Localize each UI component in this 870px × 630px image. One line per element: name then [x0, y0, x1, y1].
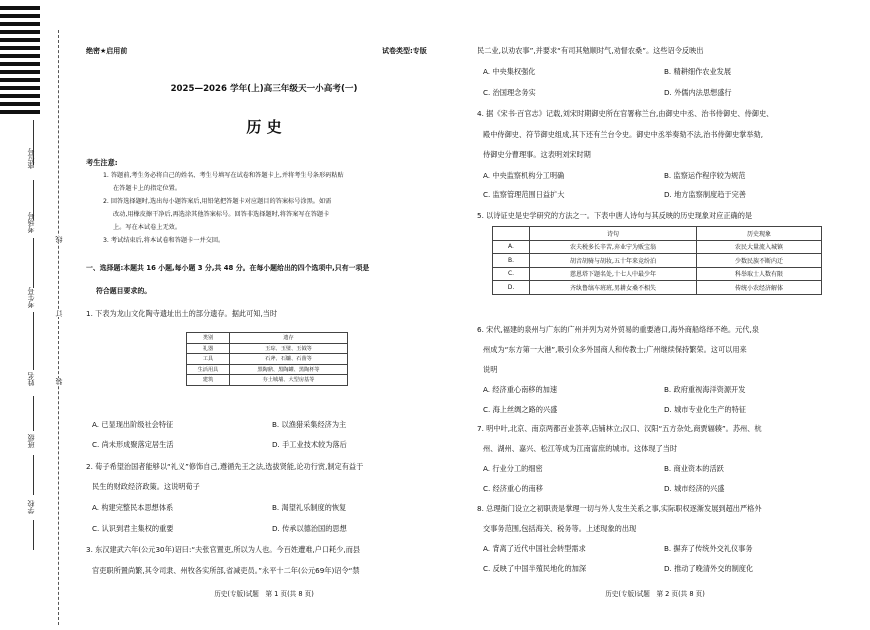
table-header-row — [493, 227, 822, 241]
page-footer-right: 历史(专版)试题 第 2 页(共 8 页) — [605, 590, 705, 598]
question-1: 1. 下表为龙山文化陶寺遗址出土的部分遗存。据此可知,当时 — [86, 309, 278, 318]
q2-option-d: D. 传承以德治国的思想 — [272, 524, 347, 533]
table-cell: 少数民族不断内迁 — [697, 254, 822, 268]
table-row — [493, 267, 822, 281]
seat-number-label: 座位号 — [27, 148, 35, 169]
question-6: 6. 宋代,福建的泉州与广东的广州并列为对外贸易的重要港口,海外商船络绎不绝。元代,泉 — [477, 325, 759, 334]
margin-stripe — [0, 78, 40, 82]
table-row — [493, 254, 822, 268]
paper-type: 试卷类型:专版 — [382, 47, 427, 55]
table-row — [187, 364, 348, 375]
q8-option-d: D. 推动了晚清外交的制度化 — [664, 564, 754, 573]
question-8-cont: 交事务范围,包括海关、税务等。上述现象的出现 — [483, 524, 637, 533]
table-cell: 建筑 — [187, 375, 230, 386]
q8-option-a: A. 背离了近代中国社会转型需求 — [483, 544, 586, 553]
q1-option-a: A. 已显现出阶级社会特征 — [92, 420, 174, 429]
exam-title: 2025—2026 学年(上)高三年级天一小高考(一) — [170, 84, 358, 94]
question-3: 3. 东汉建武六年(公元30年)诏曰:“夫张官置吏,所以为人也。今百姓遭难,户口耗少,而县 — [86, 545, 361, 554]
table-header-cell — [493, 227, 530, 241]
question-4-cont: 侍御史分曹理事。这表明刘宋时期 — [483, 150, 591, 159]
notice-line: 3. 考试结束后,将本试卷和答题卡一并交回。 — [103, 237, 225, 244]
field-underline — [33, 396, 34, 431]
margin-stripe — [0, 94, 40, 98]
table-cell: 玉琮、玉璧、玉钺等 — [230, 343, 348, 354]
q6-option-a: A. 经济重心南移的加速 — [483, 385, 558, 394]
question-3-cont2: 民二业,以劝农事”,并要求“有司其勉顺时气,劝督农桑”。这些诏令反映出 — [477, 46, 704, 55]
secret-mark: 绝密★启用前 — [86, 47, 128, 55]
field-underline — [33, 520, 34, 550]
q3-option-c: C. 治国理念务实 — [483, 88, 536, 97]
q4-option-d: D. 地方监察制度趋于完善 — [664, 190, 746, 199]
binding-word-line: 线 — [55, 236, 63, 243]
table-cell: 齐纨鲁缟车班班,男耕女桑不相失 — [530, 281, 697, 295]
q4-option-b: B. 监察运作程序较为规范 — [664, 171, 746, 180]
q1-option-c: C. 尚未形成聚落定居生活 — [92, 440, 174, 449]
binding-dashed-line — [58, 30, 59, 625]
question-2: 2. 荀子希望治国者能够以“礼义”修饰自己,遵循先王之法,选拔贤能,论功行赏,制定有益于 — [86, 462, 364, 471]
question-4-cont: 殿中侍御史、符节御史组成,其下还有兰台令史。御史中丞举奏劾不法,治书侍御史掌举劾, — [483, 130, 763, 139]
table-cell: 胡音胡骑与胡妆,五十年来竞纷泊 — [530, 254, 697, 268]
question-4: 4. 据《宋书·百官志》记载,刘宋时期御史所在官署称兰台,由御史中丞、治书侍御史、侍御史、 — [477, 109, 774, 118]
question-6-cont: 说明 — [483, 365, 498, 374]
question-5: 5. 以诗证史是史学研究的方法之一。下表中唐人诗句与其反映的历史现象对应正确的是 — [477, 211, 753, 220]
question-8: 8. 总理衙门设立之初职责是掌理一切与外人发生关系之事,实际职权逐渐发展到超出严格外 — [477, 504, 762, 513]
section-heading-cont: 符合题目要求的。 — [96, 287, 152, 295]
table-cell: 农民大量流入城镇 — [697, 240, 822, 254]
table-cell: 夯土城墙、大型房基等 — [230, 375, 348, 386]
table-header-cell: 遗存 — [230, 333, 348, 344]
table-header-cell: 诗句 — [530, 227, 697, 241]
margin-stripe — [0, 86, 40, 90]
class-label: 班级 — [27, 434, 35, 448]
question-2-cont: 民生的财政经济政策。这说明荀子 — [92, 482, 200, 491]
field-underline — [33, 312, 34, 370]
table-row — [187, 343, 348, 354]
q6-option-d: D. 城市专业化生产的特征 — [664, 405, 746, 414]
q3-option-b: B. 精耕细作农业发展 — [664, 67, 732, 76]
field-underline — [33, 238, 34, 288]
margin-stripe — [0, 38, 40, 42]
table-1 — [186, 332, 348, 386]
margin-stripe — [0, 22, 40, 26]
table-cell: 石斧、石镰、石凿等 — [230, 354, 348, 365]
table-header-cell: 类别 — [187, 333, 230, 344]
notice-line: 上。写在本试卷上无效。 — [113, 224, 182, 231]
table-cell: 农夫税多长辛苦,弃业宁为贩宝翁 — [530, 240, 697, 254]
margin-stripe — [0, 54, 40, 58]
q4-option-c: C. 监察管理范围日益扩大 — [483, 190, 565, 199]
margin-stripe — [0, 102, 40, 106]
table-cell: C. — [493, 267, 530, 281]
binding-word-bind: 装 — [55, 378, 63, 385]
question-7: 7. 明中叶,北京、南京两都百业荟萃,店铺林立;汉口、汉阳“五方杂处,商贾辐辏”。苏州、杭 — [477, 424, 762, 433]
table-cell: 礼器 — [187, 343, 230, 354]
question-6-cont: 州成为“东方第一大港”,吸引众多外国商人和传教士;广州继续保持繁荣。这可以用来 — [483, 345, 747, 354]
table-row — [493, 240, 822, 254]
subject-title: 历 史 — [246, 118, 282, 136]
notice-line: 2. 回答选择题时,选出每小题答案后,用铅笔把答题卡对应题目的答案标号涂黑。如需 — [103, 198, 332, 205]
table-cell: A. — [493, 240, 530, 254]
table-row — [187, 354, 348, 365]
margin-stripe — [0, 46, 40, 50]
q4-option-a: A. 中央监察机构分工明确 — [483, 171, 565, 180]
notice-line: 在答题卡上的指定位置。 — [113, 185, 182, 192]
table-cell: 慈恩塔下题名处,十七人中最少年 — [530, 267, 697, 281]
table-2 — [492, 226, 822, 295]
table-cell: 科举取士人数有限 — [697, 267, 822, 281]
margin-stripe — [0, 6, 40, 10]
table-cell: 生活用具 — [187, 364, 230, 375]
name-label: 姓名 — [27, 372, 35, 386]
q7-option-c: C. 经济重心的南移 — [483, 484, 543, 493]
q3-option-a: A. 中央集权强化 — [483, 67, 536, 76]
q1-option-b: B. 以渔猎采集经济为主 — [272, 420, 347, 429]
q8-option-b: B. 摒弃了传统外交礼仪事务 — [664, 544, 753, 553]
field-underline — [33, 455, 34, 495]
table-header-row — [187, 333, 348, 344]
question-3-cont: 官吏职所置尚繁,其令司隶、州牧各实所部,省减吏员。”永平十二年(公元69年)诏令“禁 — [92, 566, 360, 575]
margin-stripe — [0, 30, 40, 34]
q6-option-c: C. 海上丝绸之路的兴盛 — [483, 405, 558, 414]
q8-option-c: C. 反映了中国半殖民地化的加深 — [483, 564, 587, 573]
margin-stripe — [0, 110, 40, 114]
margin-stripe — [0, 62, 40, 66]
section-heading: 一、选择题:本题共 16 小题,每小题 3 分,共 48 分。在每小题给出的四个选项中,只有一项是 — [86, 264, 370, 272]
student-number-label: 考生号 — [27, 287, 35, 308]
binding-margin — [0, 0, 70, 630]
page-footer-left: 历史(专版)试题 第 1 页(共 8 页) — [214, 590, 314, 598]
binding-word-staple: 订 — [55, 310, 63, 317]
q7-option-a: A. 行业分工的细密 — [483, 464, 543, 473]
notice-line: 1. 答题前,考生务必将自己的姓名、考生号填写在试卷和答题卡上,并将考生号条形码粘贴 — [103, 172, 344, 179]
exam-room-label: 考场号 — [27, 212, 35, 233]
q1-option-d: D. 手工业技术较为落后 — [272, 440, 347, 449]
table-cell: 传统小农经济解体 — [697, 281, 822, 295]
table-cell: B. — [493, 254, 530, 268]
q2-option-c: C. 认识到君主集权的重要 — [92, 524, 174, 533]
q2-option-b: B. 渴望礼乐制度的恢复 — [272, 503, 347, 512]
question-7-cont: 州、湖州、嘉兴、松江等成为江南富庶的城市。这体现了当时 — [483, 444, 678, 453]
q6-option-b: B. 政府重视海洋资源开发 — [664, 385, 746, 394]
q2-option-a: A. 构建完整民本思想体系 — [92, 503, 174, 512]
notice-title: 考生注意: — [86, 158, 118, 167]
table-header-cell: 历史现象 — [697, 227, 822, 241]
table-cell: D. — [493, 281, 530, 295]
table-cell: 黑陶鼎、黑陶罐、黑陶杯等 — [230, 364, 348, 375]
table-cell: 工具 — [187, 354, 230, 365]
table-row — [493, 281, 822, 295]
table-row — [187, 375, 348, 386]
q7-option-d: D. 城市经济的兴盛 — [664, 484, 725, 493]
school-label: 学校 — [27, 500, 35, 514]
margin-stripe — [0, 14, 40, 18]
notice-line: 改动,用橡皮擦干净后,再选涂其他答案标号。回答非选择题时,将答案写在答题卡 — [113, 211, 330, 218]
q7-option-b: B. 商业资本的活跃 — [664, 464, 724, 473]
q3-option-d: D. 外儒内法思想盛行 — [664, 88, 732, 97]
margin-stripe — [0, 70, 40, 74]
